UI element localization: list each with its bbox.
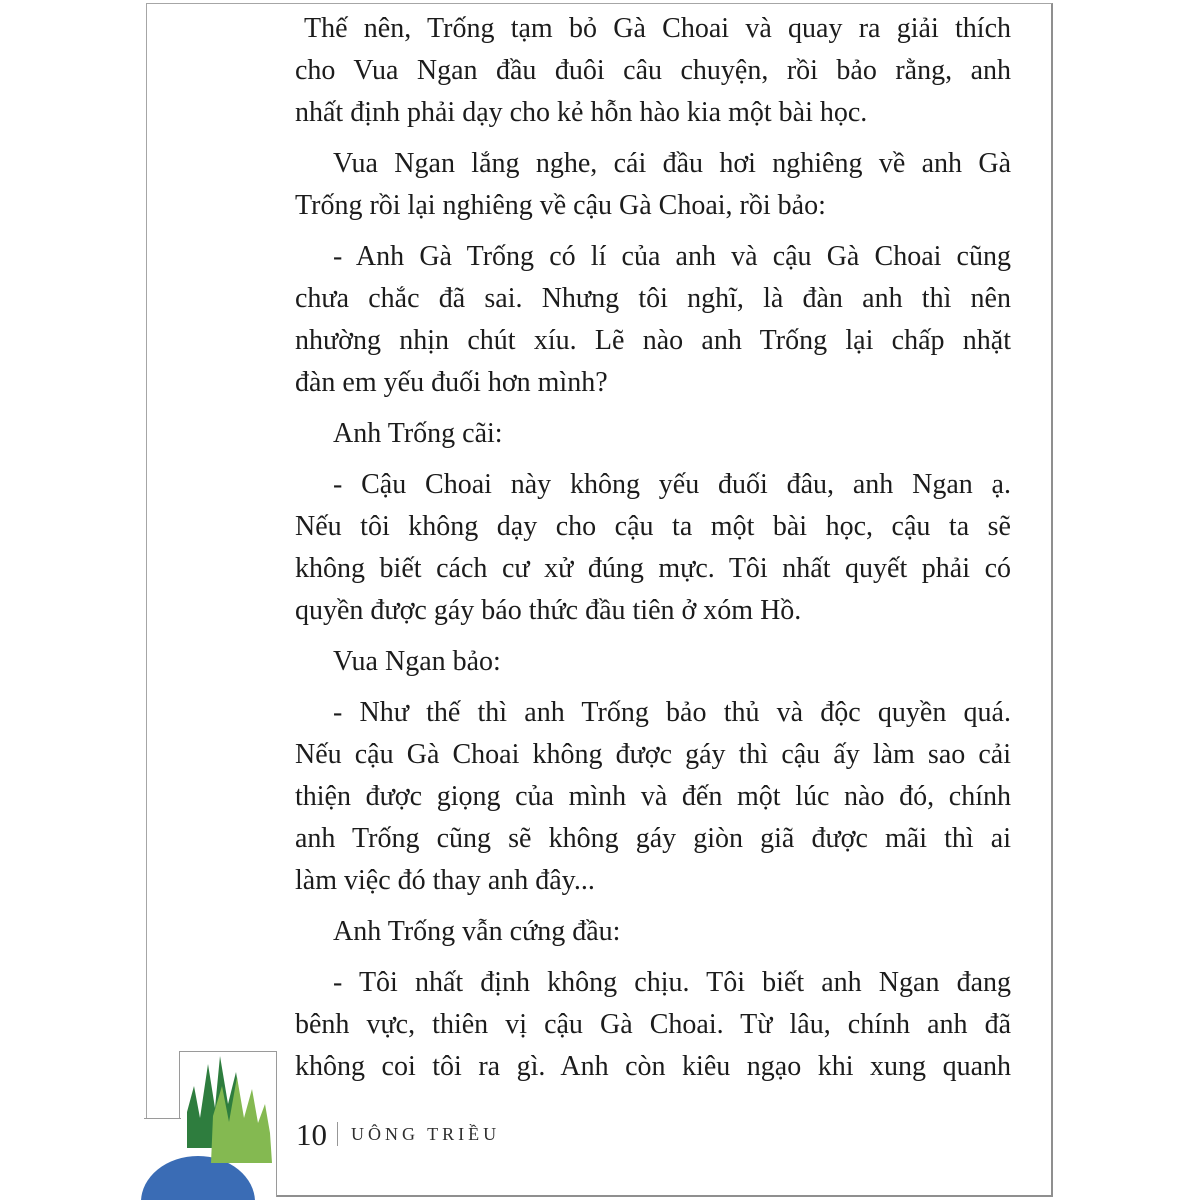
paragraph — [295, 464, 1011, 632]
text-line: Anh Trống vẫn cứng đầu: — [333, 916, 621, 947]
text-line: bênh vực, thiên vị cậu Gà Choai. Từ lâu, chính anh đã — [295, 1009, 1011, 1040]
pond-grass-illustration — [130, 1045, 290, 1200]
text-line: Trống rồi lại nghiêng về cậu Gà Choai, rồi bảo: — [295, 190, 826, 221]
page-number: 10 — [296, 1116, 327, 1152]
text-line: anh Trống cũng sẽ không gáy giòn giã được mãi thì ai — [295, 823, 1011, 854]
text-line: Nếu tôi không dạy cho cậu ta một bài học, cậu ta sẽ — [295, 511, 1011, 542]
page-footer — [296, 1116, 500, 1152]
text-line: - Như thế thì anh Trống bảo thủ và độc quyền quá. — [333, 697, 1011, 728]
text-line: thiện được giọng của mình và đến một lúc nào đó, chính — [295, 781, 1011, 812]
text-line: Vua Ngan lắng nghe, cái đầu hơi nghiêng về anh Gà — [333, 148, 1011, 179]
footer-separator — [337, 1122, 338, 1146]
text-line: - Anh Gà Trống có lí của anh và cậu Gà Choai cũng — [333, 241, 1011, 272]
text-line: nhường nhịn chút xíu. Lẽ nào anh Trống lại chấp nhặt — [295, 325, 1011, 356]
text-line: Nếu cậu Gà Choai không được gáy thì cậu ấy làm sao cải — [295, 739, 1011, 770]
paragraph — [295, 692, 1011, 902]
text-line: nhất định phải dạy cho kẻ hỗn hào kia một bài học. — [295, 97, 868, 128]
paragraph — [295, 413, 1011, 455]
text-line: đàn em yếu đuối hơn mình? — [295, 367, 608, 398]
paragraph — [295, 641, 1011, 683]
text-line: Anh Trống cãi: — [333, 418, 503, 449]
text-line: - Tôi nhất định không chịu. Tôi biết anh Ngan đang — [333, 967, 1011, 998]
text-line: không coi tôi ra gì. Anh còn kiêu ngạo khi xung quanh — [295, 1051, 1011, 1082]
text-line: Thế nên, Trống tạm bỏ Gà Choai và quay ra giải thích — [304, 13, 1011, 44]
footer-author: UÔNG TRIỀU — [351, 1124, 501, 1144]
text-line: - Cậu Choai này không yếu đuối đâu, anh Ngan ạ. — [333, 469, 1011, 500]
paragraph — [295, 236, 1011, 404]
text-line: quyền được gáy báo thức đầu tiên ở xóm Hồ. — [295, 595, 802, 626]
paragraph — [295, 143, 1011, 227]
paragraph — [295, 8, 1011, 134]
text-line: cho Vua Ngan đầu đuôi câu chuyện, rồi bảo rằng, anh — [295, 55, 1011, 86]
text-line: làm việc đó thay anh đây... — [295, 865, 595, 896]
paragraph — [295, 962, 1011, 1088]
paragraph — [295, 911, 1011, 953]
text-line: Vua Ngan bảo: — [333, 646, 501, 677]
text-line: chưa chắc đã sai. Nhưng tôi nghĩ, là đàn anh thì nên — [295, 283, 1011, 314]
text-column — [295, 8, 1011, 1097]
text-line: không biết cách cư xử đúng mực. Tôi nhất quyết phải có — [295, 553, 1011, 584]
